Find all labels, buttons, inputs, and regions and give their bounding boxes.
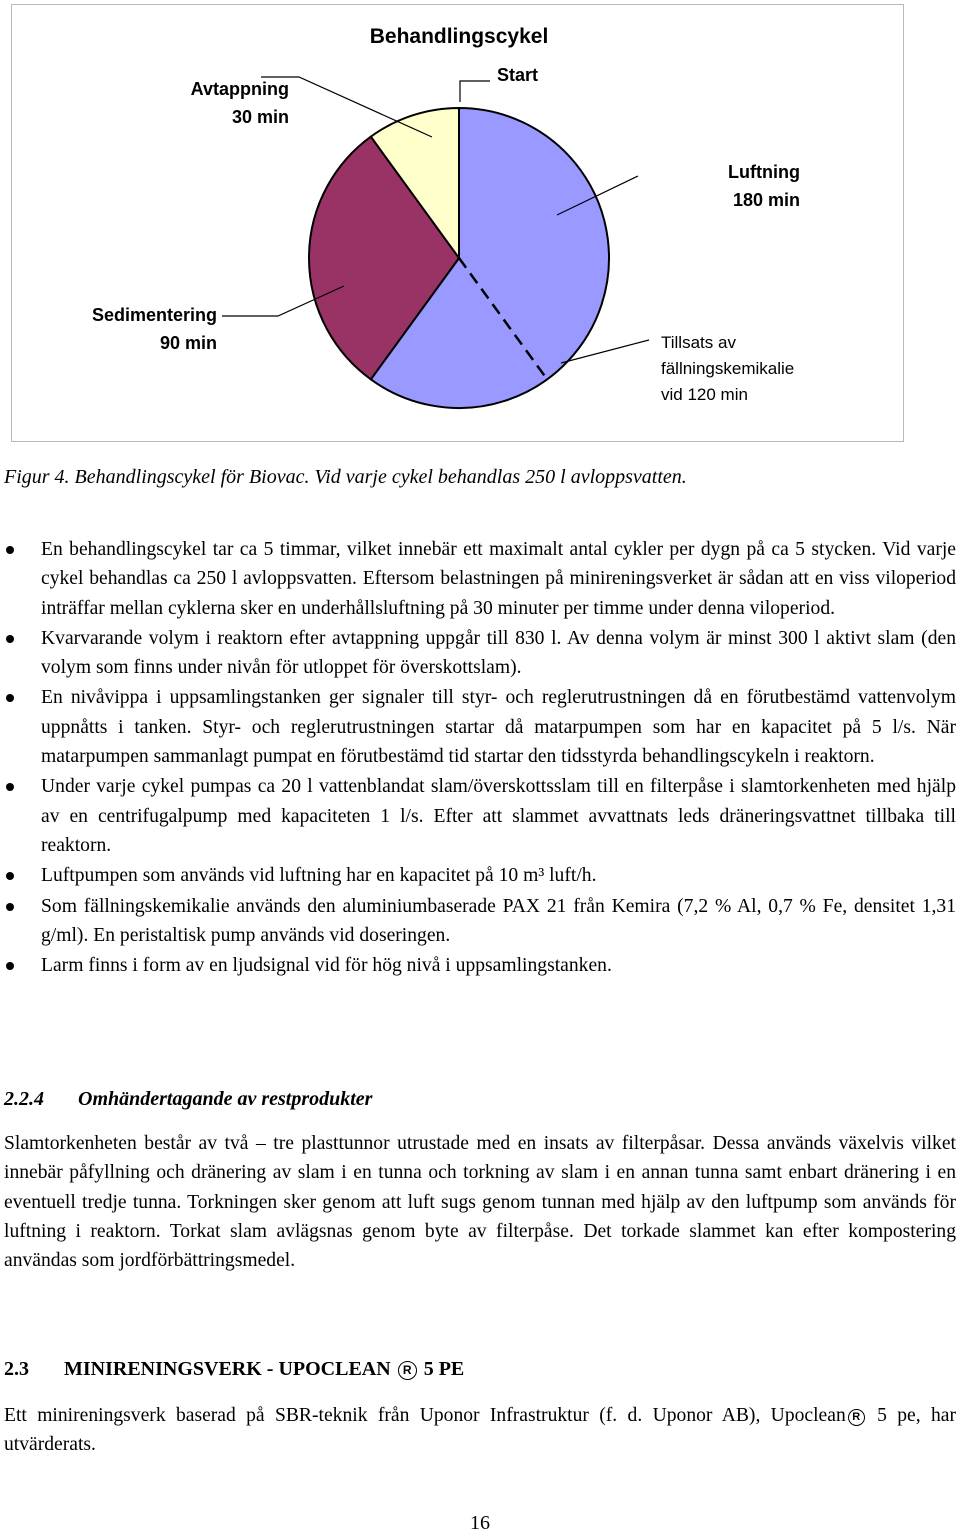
- body-text: Ett minireningsverk baserad på SBR-teknik från Uponor Infrastruktur (f. d. Uponor AB), Upoclean: [4, 1405, 846, 1426]
- bullet-list: [0, 535, 956, 981]
- list-item: Larm finns i form av en ljudsignal vid för hög nivå i uppsamlingstanken.: [0, 951, 956, 980]
- list-item: Kvarvarande volym i reaktorn efter avtappning uppgår till 830 l. Av denna volym är minst 300 l aktivt slam (den volym som finns under nivån för utloppet för överskottslam).: [0, 624, 956, 683]
- pie-chart: [12, 5, 905, 443]
- chart-title: Behandlingscykel: [369, 25, 549, 48]
- start-label: Start: [497, 65, 539, 85]
- section-heading-23: [4, 1358, 464, 1381]
- list-item: Luftpumpen som används vid luftning har en kapacitet på 10 m³ luft/h.: [0, 861, 956, 890]
- label-luftning-value: 180 min: [732, 190, 800, 210]
- list-item: En nivåvippa i uppsamlingstanken ger signaler till styr- och reglerutrustningen då en förutbestämd vattenvolym uppnåtts i tanken. Styr- och reglerutrustningen startar då matarpumpen som har en kapacitet på 5 l/s. När matarpumpen sammanlagt pumpat en förutbestämd tid startar den tidsstyrda behandlingscykeln i reaktorn.: [0, 683, 956, 771]
- annotation-line-2: fällningskemikalie: [661, 359, 795, 378]
- list-item: Som fällningskemikalie används den aluminiumbaserade PAX 21 från Kemira (7,2 % Al, 0,7 % Fe, densitet 1,31 g/ml). En peristaltisk pump används vid doseringen.: [0, 892, 956, 951]
- section-23-body: [4, 1401, 956, 1460]
- section-number: 2.2.4: [4, 1088, 44, 1110]
- label-avtappning-name: Avtappning: [190, 79, 289, 99]
- chart-frame: [11, 4, 904, 442]
- registered-icon: R: [398, 1361, 417, 1380]
- section-heading-224: [4, 1088, 372, 1111]
- figure-caption: Figur 4. Behandlingscykel för Biovac. Vid varje cykel behandlas 250 l avloppsvatten.: [4, 466, 687, 488]
- registered-icon: R: [848, 1409, 865, 1426]
- page-number: 16: [470, 1512, 490, 1534]
- leader-start-line: [460, 81, 490, 102]
- annotation-line-3: vid 120 min: [661, 385, 748, 404]
- label-luftning-name: Luftning: [728, 162, 800, 182]
- label-sedimentering-value: 90 min: [159, 333, 217, 353]
- list-item: En behandlingscykel tar ca 5 timmar, vilket innebär ett maximalt antal cykler per dygn på ca 5 stycken. Vid varje cykel behandlas ca 250 l avloppsvatten. Eftersom belastningen på minireningsverket är sådan att en viss viloperiod inträffar mellan cyklerna sker en underhållsluftning på 30 minuter per timme under denna viloperiod.: [0, 535, 956, 623]
- section-title-suffix: 5 PE: [423, 1358, 465, 1380]
- label-avtappning-value: 30 min: [231, 107, 289, 127]
- label-sedimentering-name: Sedimentering: [91, 305, 217, 325]
- section-title: MINIRENINGSVERK - UPOCLEAN: [64, 1358, 391, 1380]
- section-title: Omhändertagande av restprodukter: [78, 1088, 373, 1110]
- annotation-line-1: Tillsats av: [661, 333, 736, 352]
- section-224-body: Slamtorkenheten består av två – tre plasttunnor utrustade med en insats av filterpåsar. Dessa används växelvis vilket innebär påfyllning och dränering av slam i en tunna och torkning av slam i en annan tunna samt enbart dränering i en eventuell tredje tunna. Torkningen sker genom att luft sugs genom tunnan med hjälp av den luftpump som används för luftning i reaktorn. Torkat slam avlägsnas genom byte av filterpåse. Det torkade slammet kan efter kompostering användas som jordförbättringsmedel.: [4, 1133, 956, 1272]
- body-text: 5 pe, har utvärderats.: [4, 1405, 956, 1456]
- section-number: 2.3: [4, 1358, 29, 1380]
- list-item: Under varje cykel pumpas ca 20 l vattenblandat slam/överskottsslam till en filterpåse i slamtorkenheten med hjälp av en centrifugalpump med kapaciteten 1 l/s. Efter att slammet avvattnats leds dräneringsvattnet tillbaka till reaktorn.: [0, 772, 956, 860]
